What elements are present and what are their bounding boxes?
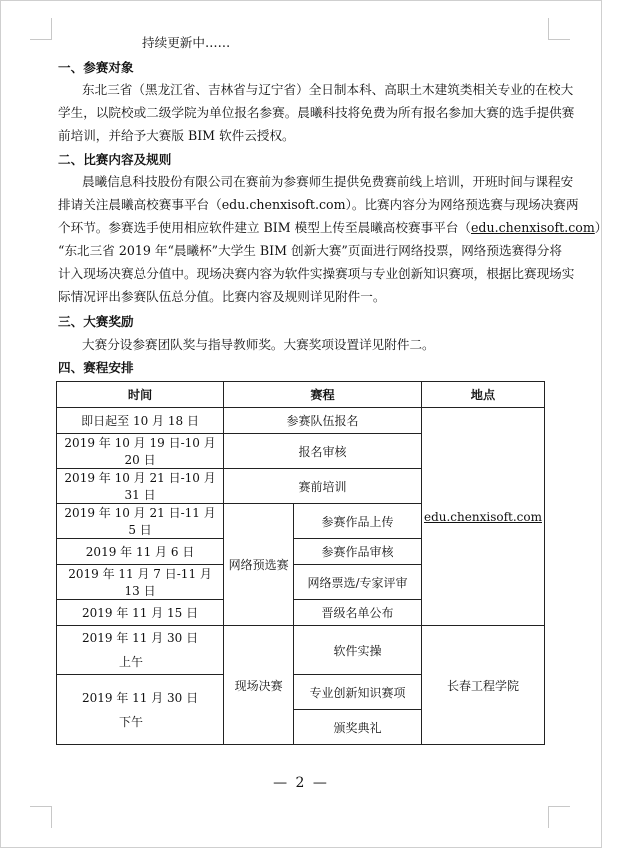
page-number: — 2 — [273, 775, 329, 791]
section2-line-2 [58, 195, 579, 217]
event-cell: 晋级名单公布 [294, 600, 422, 626]
event-cell: 参赛作品审核 [294, 539, 422, 565]
time-cell: 2019 年 11 月 7 日-11 月 13 日 [57, 565, 224, 600]
event-cell: 软件实操 [294, 626, 422, 675]
time-cell: 2019 年 11 月 6 日 [57, 539, 224, 565]
header-event: 赛程 [224, 382, 422, 408]
final-morning-period: 上午 [119, 655, 144, 669]
section2-line-3-text-b: ） [594, 220, 608, 235]
final-afternoon-date: 2019 年 11 月 30 日 [81, 690, 199, 705]
section2-line-2-text-a: 排请关注晨曦高校赛事平台（ [58, 197, 222, 212]
final-stage-cell: 现场决赛 [224, 626, 294, 745]
table-header-row [57, 382, 545, 408]
online-location-cell[interactable]: edu.chenxisoft.com [421, 408, 544, 626]
time-cell: 2019 年 10 月 21 日-11 月 5 日 [57, 504, 224, 539]
table-row [57, 408, 545, 434]
section2-heading: 二、比赛内容及规则 [58, 152, 172, 167]
event-cell: 专业创新知识赛项 [294, 675, 422, 710]
final-afternoon-period: 下午 [119, 714, 144, 729]
crop-mark-bottom-left [30, 806, 52, 828]
final-morning-time-cell [57, 626, 224, 675]
section4-heading: 四、赛程安排 [58, 360, 134, 375]
section2-line-4: “东北三省 2019 年“晨曦杯”大学生 BIM 创新大赛”页面进行网络投票，网络预选赛得分将 [58, 243, 562, 258]
event-cell: 报名审核 [224, 434, 422, 469]
header-time: 时间 [57, 382, 224, 408]
time-cell: 即日起至 10 月 18 日 [57, 408, 224, 434]
time-cell: 2019 年 10 月 19 日-10 月 20 日 [57, 434, 224, 469]
online-stage-cell: 网络预选赛 [224, 504, 294, 626]
section2-line-6: 际情况评出参赛队伍总分值。比赛内容及规则详见附件一。 [58, 289, 386, 304]
time-cell: 2019 年 11 月 15 日 [57, 600, 224, 626]
section3-heading: 三、大赛奖励 [58, 314, 134, 329]
section2-line-5: 计入现场决赛总分值中。现场决赛内容为软件实操赛项与专业创新知识赛项，根据比赛现场实 [58, 266, 575, 281]
update-note: 持续更新中…… [142, 35, 231, 50]
section1-line-2: 学生，以院校或二级学院为单位报名参赛。晨曦科技将免费为所有报名参加大赛的选手提供赛 [58, 105, 575, 120]
event-cell: 参赛队伍报名 [224, 408, 422, 434]
crop-mark-bottom-right [548, 806, 570, 828]
platform-link-2[interactable]: edu.chenxisoft.com [470, 220, 595, 235]
event-cell: 网络票选/专家评审 [294, 565, 422, 600]
header-location: 地点 [421, 382, 544, 408]
section2-line-2-text-b: ）。比赛内容分为网络预选赛与现场决赛两 [345, 197, 579, 212]
final-afternoon-time-cell [57, 675, 224, 745]
platform-link-1[interactable]: edu.chenxisoft.com [221, 197, 346, 212]
section2-line-3-text-a: 个环节。参赛选手使用相应软件建立 BIM 模型上传至晨曦高校赛事平台（ [58, 220, 471, 235]
crop-mark-top-left [30, 18, 52, 40]
section3-line-1: 大赛分设参赛团队奖与指导教师奖。大赛奖项设置详见附件二。 [82, 337, 435, 352]
event-cell: 参赛作品上传 [294, 504, 422, 539]
event-cell: 颁奖典礼 [294, 710, 422, 745]
final-morning-date: 2019 年 11 月 30 日 [81, 631, 199, 645]
event-cell: 赛前培训 [224, 469, 422, 504]
section2-line-3 [58, 218, 608, 240]
section1-line-3: 前培训，并给予大赛版 BIM 软件云授权。 [58, 128, 295, 143]
section2-line-1: 晨曦信息科技股份有限公司在赛前为参赛师生提供免费赛前线上培训，开班时间与课程安 [82, 174, 574, 189]
schedule-table [56, 381, 545, 745]
section1-heading: 一、参赛对象 [58, 60, 134, 75]
final-location-cell: 长春工程学院 [421, 626, 544, 745]
time-cell: 2019 年 10 月 21 日-10 月 31 日 [57, 469, 224, 504]
section1-line-1: 东北三省（黑龙江省、吉林省与辽宁省）全日制本科、高职土木建筑类相关专业的在校大 [82, 82, 574, 97]
